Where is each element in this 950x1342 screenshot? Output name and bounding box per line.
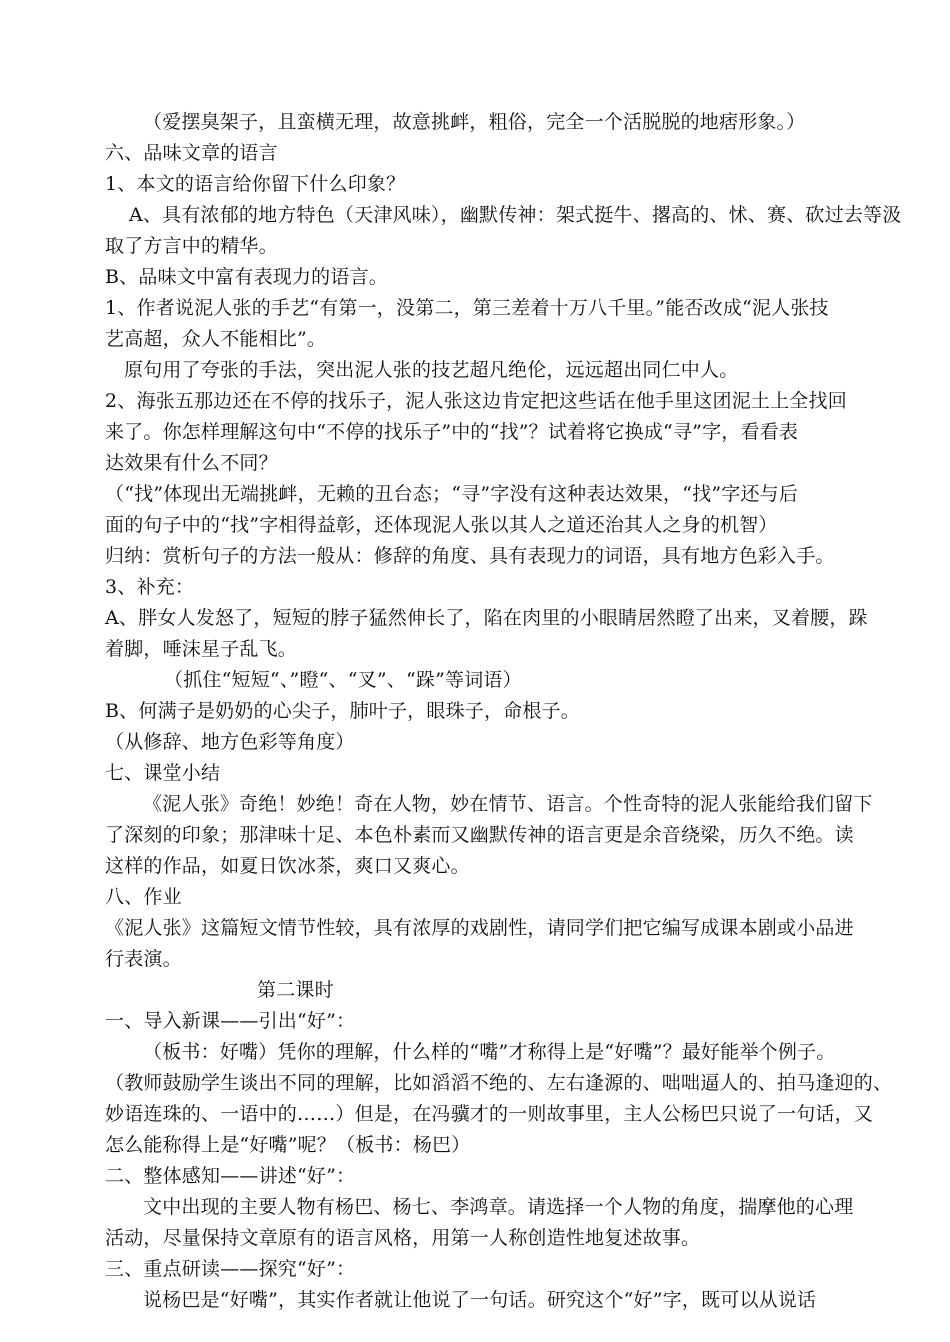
item-3-a-line-1: A、胖女人发怒了，短短的脖子猛然伸长了，陷在肉里的小眼睛居然瞪了出来，叉着腰，跺	[105, 607, 868, 629]
summary-line-3: 这样的作品，如夏日饮冰茶，爽口又爽心。	[105, 855, 470, 877]
lesson-2-study-line-1: 说杨巴是“好嘴”，其实作者就让他说了一句话。研究这个“好”字，既可以从说话	[143, 1289, 817, 1311]
lesson-2-title: 第二课时	[257, 979, 334, 1001]
lesson-2-perception-line-2: 活动，尽量保持文章原有的语言风格，用第一人称创造性地复述故事。	[105, 1227, 701, 1249]
text-line-1: （爱摆臭架子，且蛮横无理，故意挑衅，粗俗，完全一个活脱脱的地痞形象。）	[143, 111, 806, 133]
lesson-2-intro-line-4: 怎么能称得上是“好嘴”呢？（板书：杨巴）	[105, 1134, 471, 1156]
item-3-heading: 3、补充：	[105, 576, 195, 598]
summary-method: 归纳：赏析句子的方法一般从：修辞的角度、具有表现力的词语，具有地方色彩入手。	[105, 545, 835, 567]
homework-line-2: 行表演。	[105, 948, 182, 970]
item-3-a-line-2: 着脚，唾沫星子乱飞。	[105, 638, 298, 660]
lesson-2-perception-line-1: 文中出现的主要人物有杨巴、杨七、李鸿章。请选择一个人物的角度，揣摩他的心理	[143, 1196, 854, 1218]
question-1: 1、本文的语言给你留下什么印象？	[105, 173, 406, 195]
item-1-line-2: 艺高超，众人不能相比”。	[105, 328, 327, 350]
item-2-line-1: 2、海张五那边还在不停的找乐子，泥人张这边肯定把这些话在他手里这团泥土上全找回	[105, 390, 847, 412]
answer-a-line-1: A、具有浓郁的地方特色（天津风味），幽默传神：架式挺牛、撂高的、怵、赛、砍过去等汲	[129, 204, 902, 226]
homework-line-1: 《泥人张》这篇短文情节性较，具有浓厚的戏剧性，请同学们把它编写成课本剧或小品进	[105, 917, 854, 939]
item-3-b: B、何满子是奶奶的心尖子，肺叶子，眼珠子，命根子。	[105, 700, 580, 722]
item-1-answer: 原句用了夸张的手法，突出泥人张的技艺超凡绝伦，远远超出同仁中人。	[124, 359, 739, 381]
lesson-2-heading-3: 三、重点研读——探究“好”：	[105, 1258, 356, 1280]
answer-b: B、品味文中富有表现力的语言。	[105, 266, 388, 288]
summary-line-1: 《泥人张》奇绝！妙绝！奇在人物，妙在情节、语言。个性奇特的泥人张能给我们留下	[143, 793, 873, 815]
lesson-2-intro-line-3: 妙语连珠的、一语中的……）但是，在冯骥才的一则故事里，主人公杨巴只说了一句话，又	[105, 1103, 874, 1125]
lesson-2-heading-2: 二、整体感知——讲述“好”：	[105, 1165, 356, 1187]
answer-a-line-2: 取了方言中的精华。	[105, 235, 278, 257]
item-3-b-note: （从修辞、地方色彩等角度）	[105, 731, 355, 753]
section-heading-summary: 七、课堂小结	[105, 762, 221, 784]
item-2-answer-line-1: （“找”体现出无端挑衅，无赖的丑台态；“寻”字没有这种表达效果，“找”字还与后	[105, 483, 799, 505]
item-2-answer-line-2: 面的句子中的“找”字相得益彰，还体现泥人张以其人之道还治其人之身的机智）	[105, 514, 778, 536]
item-3-a-note: （抓住“短短“、”瞪“、“叉”、“跺”等词语）	[164, 669, 522, 691]
section-heading-language: 六、品味文章的语言	[105, 142, 278, 164]
summary-line-2: 了深刻的印象；那津味十足、本色朴素而又幽默传神的语言更是余音绕梁，历久不绝。读	[105, 824, 854, 846]
lesson-2-intro-line-2: （教师鼓励学生谈出不同的理解，比如滔滔不绝的、左右逢源的、咄咄逼人的、拍马逢迎的、	[105, 1072, 893, 1094]
section-heading-homework: 八、作业	[105, 886, 182, 908]
lesson-2-heading-1: 一、导入新课——引出“好”：	[105, 1010, 356, 1032]
lesson-2-intro-line-1: （板书：好嘴）凭你的理解，什么样的“嘴”才称得上是“好嘴”？最好能举个例子。	[143, 1041, 836, 1063]
item-2-line-2: 来了。你怎样理解这句中“不停的找乐子”中的“找”？试着将它换成“寻”字，看看表	[105, 421, 799, 443]
item-1-line-1: 1、作者说泥人张的手艺“有第一，没第二，第三差着十万八千里。”能否改成“泥人张技	[105, 297, 829, 319]
item-2-line-3: 达效果有什么不同？	[105, 452, 278, 474]
